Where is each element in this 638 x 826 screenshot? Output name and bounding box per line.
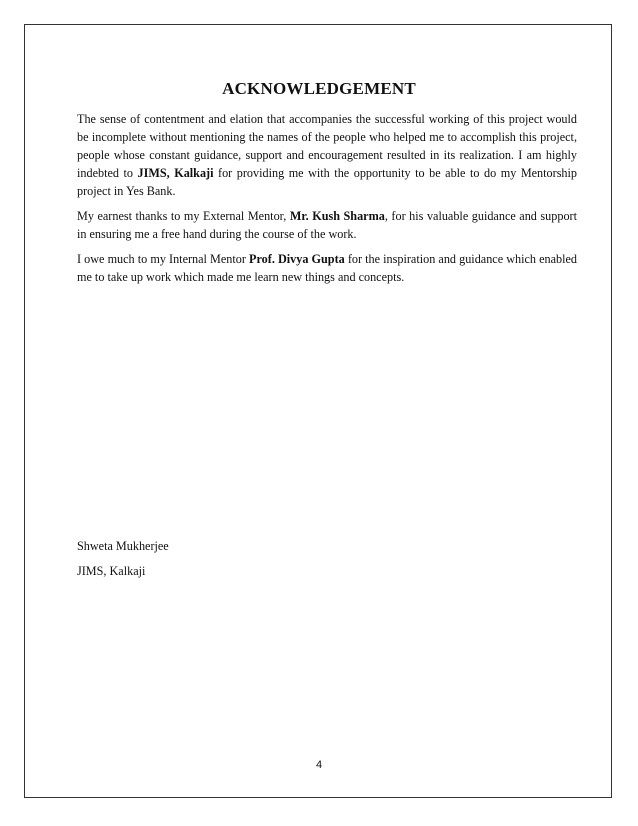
paragraph-1-text-start: The sense of contentment and elation that accompanies the successful working of this project would be incomplete without mentioning the names of the people who helped me to accomplish this project, people whose constant guidance, support and encouragement resulted in its realization. I am highly indebted to xyxy=(77,112,577,180)
signature-institution: JIMS, Kalkaji xyxy=(77,564,146,578)
paragraph-2 xyxy=(77,207,577,243)
paragraph-1-text-end: for providing me with the opportunity to be able to do my Mentorship project in Yes Bank. xyxy=(77,166,578,198)
paragraph-1 xyxy=(77,110,577,200)
paragraph-2-text-start: My earnest thanks to my External Mentor, xyxy=(77,209,290,223)
signature-name: Shweta Mukherjee xyxy=(77,539,169,553)
paragraph-3-text-start: I owe much to my Internal Mentor xyxy=(77,252,250,266)
acknowledgement-body xyxy=(77,110,577,293)
page-border xyxy=(24,24,612,798)
page-title: ACKNOWLEDGEMENT xyxy=(222,79,416,98)
page-number: 4 xyxy=(315,759,323,771)
paragraph-3 xyxy=(77,250,577,286)
paragraph-2-text-end: , for his valuable guidance and support in ensuring me a free hand during the course of the work. xyxy=(77,209,577,241)
external-mentor-name: Mr. Kush Sharma xyxy=(289,209,385,223)
signature-block xyxy=(77,537,169,587)
institution-name-bold: JIMS, Kalkaji xyxy=(137,166,214,180)
paragraph-3-text-end: for the inspiration and guidance which enabled me to take up work which made me learn new things and concepts. xyxy=(77,252,577,284)
internal-mentor-name: Prof. Divya Gupta xyxy=(249,252,345,266)
